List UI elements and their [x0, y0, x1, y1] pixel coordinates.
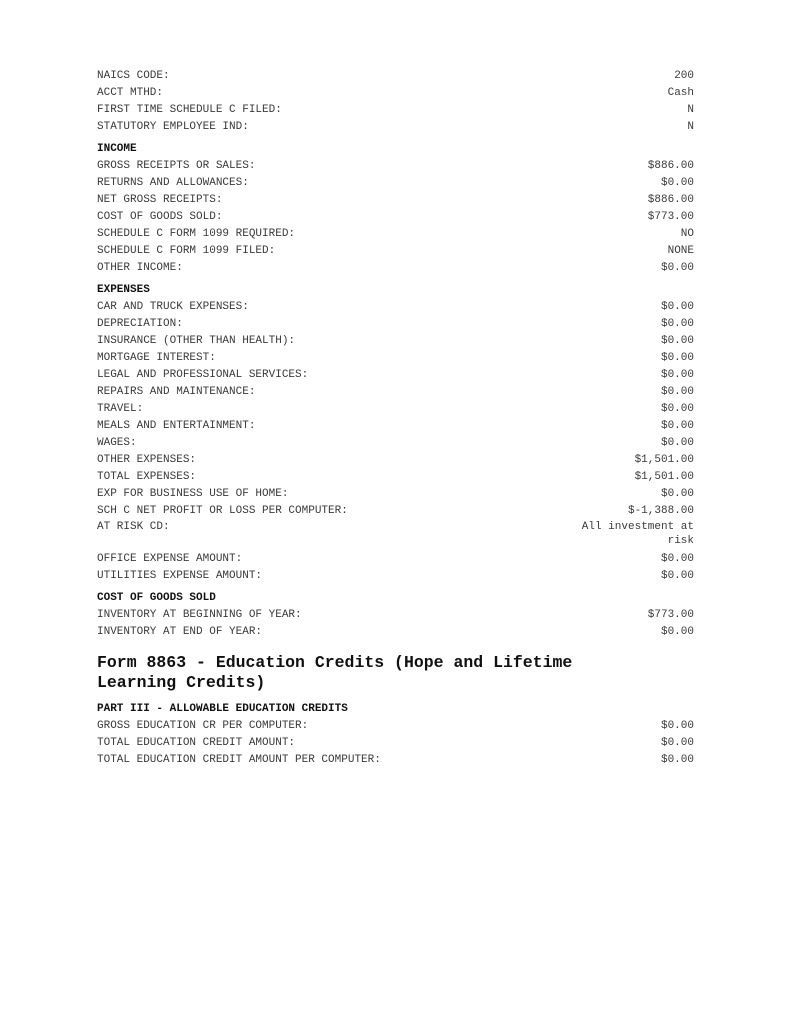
- field-label: TOTAL EDUCATION CREDIT AMOUNT:: [97, 737, 296, 749]
- field-label: EXP FOR BUSINESS USE OF HOME:: [97, 488, 289, 500]
- first-time-schedule-c-row: [97, 102, 694, 119]
- field-value: $0.00: [660, 386, 694, 398]
- field-label: RETURNS AND ALLOWANCES:: [97, 177, 249, 189]
- part-iii-heading: PART III - ALLOWABLE EDUCATION CREDITS: [97, 703, 348, 715]
- field-label: NAICS CODE:: [97, 70, 170, 82]
- mortgage-interest-row: [97, 350, 694, 367]
- other-income-row: [97, 260, 694, 277]
- field-label: OTHER EXPENSES:: [97, 454, 197, 466]
- field-label: SCHEDULE C FORM 1099 REQUIRED:: [97, 228, 296, 240]
- field-value: All investment at risk: [581, 521, 701, 547]
- repairs-maintenance-row: [97, 384, 694, 401]
- insurance-row: [97, 333, 694, 350]
- field-label: OTHER INCOME:: [97, 262, 183, 274]
- form-8863-title: Form 8863 - Education Credits (Hope and Lifetime Learning Credits): [97, 653, 573, 692]
- field-label: UTILITIES EXPENSE AMOUNT:: [97, 570, 263, 582]
- field-value: $0.00: [660, 318, 694, 330]
- field-value: $-1,388.00: [627, 505, 694, 517]
- returns-allowances-row: [97, 175, 694, 192]
- total-education-credit-computer-row: [97, 752, 694, 769]
- field-value: $0.00: [660, 737, 694, 749]
- field-value: $0.00: [660, 626, 694, 638]
- field-value: NO: [680, 228, 694, 240]
- field-label: SCHEDULE C FORM 1099 FILED:: [97, 245, 276, 257]
- field-value: $0.00: [660, 177, 694, 189]
- field-value: $0.00: [660, 488, 694, 500]
- field-label: GROSS EDUCATION CR PER COMPUTER:: [97, 720, 309, 732]
- field-value: $0.00: [660, 352, 694, 364]
- office-expense-row: [97, 551, 694, 568]
- income-heading: INCOME: [97, 143, 137, 155]
- form-1099-required-row: [97, 226, 694, 243]
- field-label: WAGES:: [97, 437, 137, 449]
- cost-of-goods-sold-row: [97, 209, 694, 226]
- field-label: INVENTORY AT END OF YEAR:: [97, 626, 263, 638]
- expenses-section: [97, 282, 701, 585]
- field-label: AT RISK CD:: [97, 521, 170, 533]
- field-value: NONE: [667, 245, 694, 257]
- field-value: $0.00: [660, 437, 694, 449]
- gross-education-credit-row: [97, 718, 694, 735]
- field-label: INSURANCE (OTHER THAN HEALTH):: [97, 335, 296, 347]
- field-value: Cash: [667, 87, 694, 99]
- field-value: $0.00: [660, 369, 694, 381]
- meals-entertainment-row: [97, 418, 694, 435]
- field-value: $1,501.00: [634, 454, 694, 466]
- cost-of-goods-sold-section: [97, 590, 694, 641]
- field-value: $0.00: [660, 335, 694, 347]
- total-expenses-row: [97, 469, 694, 486]
- net-profit-loss-row: [97, 503, 694, 520]
- field-label: GROSS RECEIPTS OR SALES:: [97, 160, 256, 172]
- field-label: OFFICE EXPENSE AMOUNT:: [97, 553, 243, 565]
- net-gross-receipts-row: [97, 192, 694, 209]
- utilities-expense-row: [97, 568, 694, 585]
- field-value: $886.00: [647, 160, 694, 172]
- field-label: FIRST TIME SCHEDULE C FILED:: [97, 104, 282, 116]
- field-value: $0.00: [660, 754, 694, 766]
- field-label: ACCT MTHD:: [97, 87, 164, 99]
- field-value: N: [687, 121, 694, 133]
- form-1099-filed-row: [97, 243, 694, 260]
- naics-code-row: [97, 68, 694, 85]
- statutory-employee-row: [97, 119, 694, 136]
- acct-method-row: [97, 85, 694, 102]
- field-label: COST OF GOODS SOLD:: [97, 211, 223, 223]
- field-label: MEALS AND ENTERTAINMENT:: [97, 420, 256, 432]
- field-value: $0.00: [660, 301, 694, 313]
- field-label: INVENTORY AT BEGINNING OF YEAR:: [97, 609, 302, 621]
- field-value: N: [687, 104, 694, 116]
- field-label: SCH C NET PROFIT OR LOSS PER COMPUTER:: [97, 505, 348, 517]
- legal-professional-row: [97, 367, 694, 384]
- at-risk-cd-row: [97, 520, 701, 551]
- wages-row: [97, 435, 694, 452]
- field-value: $0.00: [660, 553, 694, 565]
- form-8863-section: [97, 653, 694, 769]
- field-label: NET GROSS RECEIPTS:: [97, 194, 223, 206]
- field-value: $773.00: [647, 211, 694, 223]
- field-label: TOTAL EXPENSES:: [97, 471, 197, 483]
- field-value: $0.00: [660, 403, 694, 415]
- cogs-heading: COST OF GOODS SOLD: [97, 592, 216, 604]
- field-label: REPAIRS AND MAINTENANCE:: [97, 386, 256, 398]
- total-education-credit-row: [97, 735, 694, 752]
- field-value: $773.00: [647, 609, 694, 621]
- field-value: 200: [674, 70, 694, 82]
- travel-row: [97, 401, 694, 418]
- field-label: TOTAL EDUCATION CREDIT AMOUNT PER COMPUTER:: [97, 754, 381, 766]
- field-value: $0.00: [660, 720, 694, 732]
- field-value: $0.00: [660, 570, 694, 582]
- gross-receipts-row: [97, 158, 694, 175]
- income-section: [97, 141, 694, 277]
- inventory-end-row: [97, 624, 694, 641]
- transcript-page: [97, 68, 701, 769]
- field-label: DEPRECIATION:: [97, 318, 183, 330]
- business-info-section: [97, 68, 694, 136]
- inventory-beginning-row: [97, 607, 694, 624]
- expenses-heading: EXPENSES: [97, 284, 150, 296]
- business-use-of-home-row: [97, 486, 694, 503]
- depreciation-row: [97, 316, 694, 333]
- field-label: MORTGAGE INTEREST:: [97, 352, 216, 364]
- field-label: TRAVEL:: [97, 403, 144, 415]
- field-value: $0.00: [660, 420, 694, 432]
- other-expenses-row: [97, 452, 694, 469]
- car-truck-expenses-row: [97, 299, 694, 316]
- field-label: LEGAL AND PROFESSIONAL SERVICES:: [97, 369, 309, 381]
- field-value: $886.00: [647, 194, 694, 206]
- field-label: STATUTORY EMPLOYEE IND:: [97, 121, 249, 133]
- field-label: CAR AND TRUCK EXPENSES:: [97, 301, 249, 313]
- field-value: $0.00: [660, 262, 694, 274]
- field-value: $1,501.00: [634, 471, 694, 483]
